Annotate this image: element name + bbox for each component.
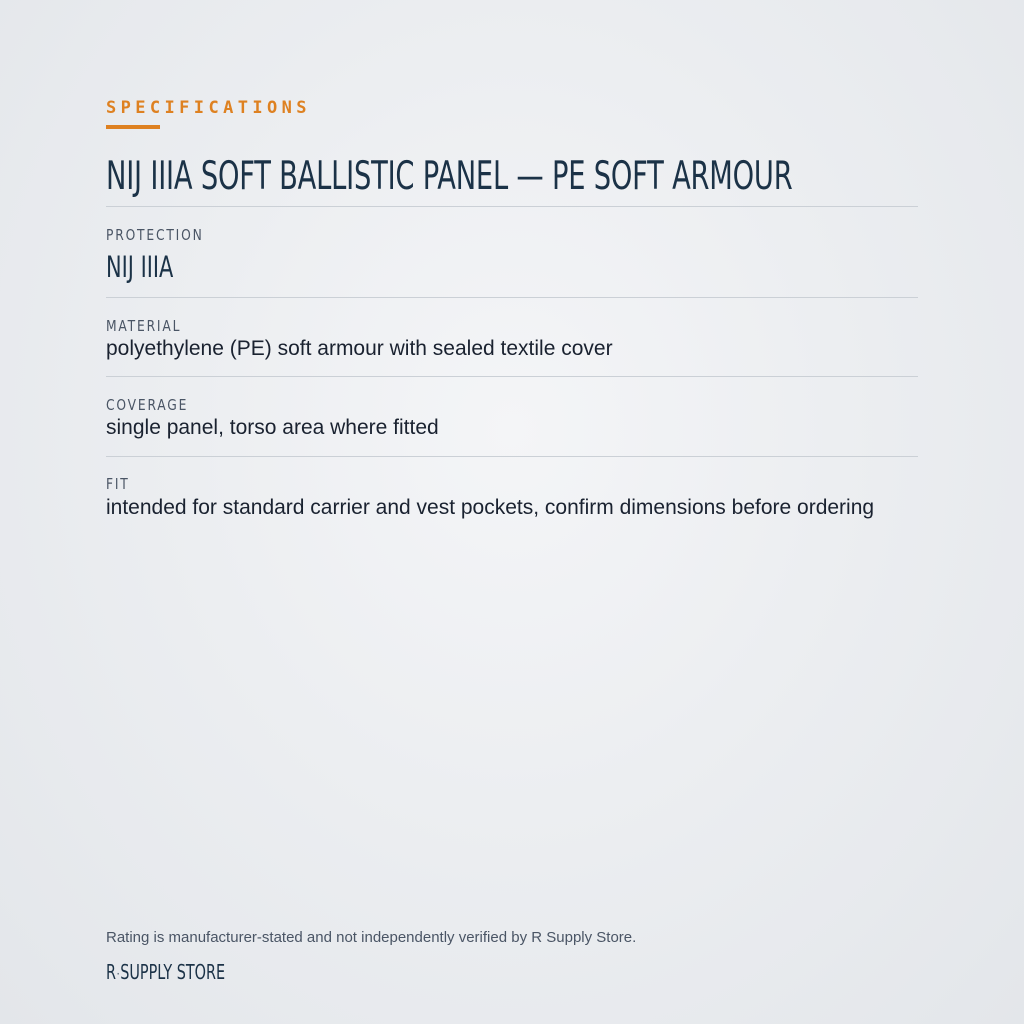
brand-separator: · bbox=[116, 966, 120, 981]
divider bbox=[106, 206, 918, 207]
page-title: NIJ IIIA SOFT BALLISTIC PANEL — PE SOFT ARMOUR bbox=[106, 154, 793, 199]
brand-initial: R bbox=[106, 960, 117, 984]
spec-label: MATERIAL bbox=[106, 317, 182, 335]
brand-logo bbox=[106, 959, 225, 987]
divider bbox=[106, 376, 918, 377]
section-eyebrow: SPECIFICATIONS bbox=[106, 98, 311, 118]
divider bbox=[106, 297, 918, 298]
spec-value: polyethylene (PE) soft armour with sealed textile cover bbox=[106, 337, 613, 360]
divider bbox=[106, 456, 918, 457]
spec-value: intended for standard carrier and vest pockets, confirm dimensions before ordering bbox=[106, 496, 875, 519]
brand-name: SUPPLY STORE bbox=[120, 960, 226, 984]
eyebrow-accent-bar bbox=[106, 125, 160, 129]
rating-disclaimer: Rating is manufacturer-stated and not independently verified by R Supply Store. bbox=[106, 929, 637, 946]
spec-label: PROTECTION bbox=[106, 226, 204, 244]
spec-label: FIT bbox=[106, 475, 130, 493]
spec-value: single panel, torso area where fitted bbox=[106, 416, 439, 439]
spec-value: NIJ IIIA bbox=[106, 250, 174, 284]
spec-label: COVERAGE bbox=[106, 396, 189, 414]
specifications-panel bbox=[106, 0, 918, 1024]
